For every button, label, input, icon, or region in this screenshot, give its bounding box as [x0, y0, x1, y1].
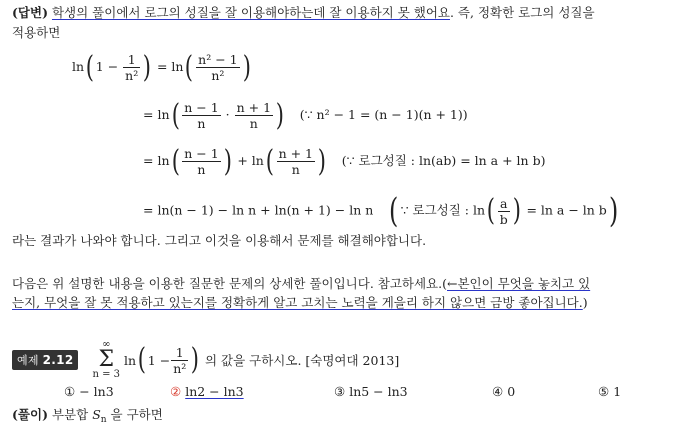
eq1-rhs-fraction [196, 52, 239, 83]
eq1-rhs-num: n² − 1 [198, 52, 238, 67]
answer-intro-line [12, 4, 595, 22]
problem-frac-num: 1 [171, 345, 188, 361]
eq2-num1: n − 1 [184, 100, 219, 115]
eq4-note-post: = ln a − ln b [526, 202, 607, 218]
followup-line2-underlined: 는지, 무엇을 잘 못 적용하고 있는지를 정확하게 알고 고치는 노력을 게을리 하지 않으면 금방 좋아집니다. [12, 295, 583, 310]
sigma-top: ∞ [102, 339, 111, 350]
equation-3: = ln( $\frac{n - 1}{n}$ ) + ln( $\frac{n + 1}{n}$ ) (∵ 로그성질 : ln(ab) = ln a + ln b) [143, 143, 546, 179]
sigma-symbol: Σ [98, 347, 115, 372]
followup-line1-underlined: ←본인이 무엇을 놓치고 있 [447, 276, 591, 291]
eq4-note-pre: ∵ 로그성질 : ln [400, 202, 485, 218]
eq3-den1: n [197, 162, 206, 177]
problem-fraction [171, 345, 188, 376]
eq3-num2: n + 1 [278, 146, 314, 161]
choice-4-text: 0 [507, 384, 516, 399]
choice-2[interactable] [170, 384, 244, 399]
eq2-den2: n [249, 116, 258, 131]
eq4-note-num: a [498, 196, 510, 212]
answer-intro-line2: 적용하면 [12, 25, 61, 40]
eq4-note-fraction [498, 196, 510, 227]
sigma-sum [92, 340, 120, 380]
eq3-note: (∵ 로그성질 : ln(ab) = ln a + ln b) [341, 153, 546, 168]
eq3-num1: n − 1 [184, 146, 219, 161]
sigma-bottom: n = 3 [92, 369, 121, 380]
eq3-den2: n [291, 162, 300, 177]
eq3-eq: = ln [143, 153, 170, 168]
eq1-frac-den: n² [125, 68, 139, 83]
eq1-eq: = ln [156, 59, 184, 74]
answer-intro-rest: . 즉, 정확한 로그의 성질을 [449, 5, 595, 20]
choice-2-mark: ② [170, 384, 182, 399]
problem-row: 예제 2.12 ∞ Σ n = 3 ln ( 1 − $\frac{1}{\text{n²}}$ ) 의 값을 구하시오. [숙명여대 2013] [12, 340, 399, 380]
solution-text-post: 을 구하면 [110, 407, 163, 422]
equation-1: ln( 1 − $\frac{1}{\text{n²}}$ ) = ln( $\frac{\text{n² − 1}}{\text{n²}}$ ) [72, 49, 251, 85]
answer-intro-underlined: 학생의 풀이에서 로그의 성질을 잘 이용해야하는데 잘 이용하지 못 했어요 [51, 5, 450, 20]
followup-line1 [12, 275, 590, 293]
choice-2-text: ln2 − ln3 [185, 384, 244, 399]
choice-5-text: 1 [613, 384, 622, 399]
choice-3-text: ln5 − ln3 [349, 384, 408, 399]
followup-line1-plain: 다음은 위 설명한 내용을 이용한 질문한 문제의 상세한 풀이입니다. 참고하세요.( [12, 276, 447, 291]
solution-n: n [100, 415, 107, 425]
choice-1[interactable] [64, 384, 114, 399]
problem-badge-word: 예제 [17, 354, 39, 367]
eq3-fraction-1 [182, 146, 220, 177]
choice-4-mark: ④ [492, 384, 504, 399]
eq1-rhs-den: n² [211, 68, 225, 83]
eq1-frac-num: 1 [123, 52, 140, 68]
followup-line2-end: ) [582, 295, 588, 310]
solution-label: (풀이) [12, 407, 48, 422]
equation-2: = ln( $\frac{n - 1}{n}$ · $\frac{n + 1}{n}$ ) (∵ n² − 1 = (n − 1)(n + 1)) [143, 97, 468, 133]
eq3-plus: + ln [237, 153, 264, 168]
solution-line [12, 406, 163, 429]
eq4-note-den: b [499, 211, 508, 227]
solution-S: S [92, 407, 101, 422]
eq2-num2: n + 1 [236, 100, 272, 115]
answer-label: (답변) [12, 5, 48, 20]
choice-3-mark: ③ [334, 384, 346, 399]
eq2-dot: · [225, 107, 230, 122]
eq2-note: (∵ n² − 1 = (n − 1)(n + 1)) [299, 107, 468, 122]
problem-badge-number: 2.12 [42, 353, 74, 367]
eq1-ln: ln [72, 59, 85, 74]
choice-5[interactable] [598, 384, 621, 399]
choice-4[interactable] [492, 384, 515, 399]
eq2-eq: = ln [143, 107, 170, 122]
choice-1-mark: ① [64, 384, 76, 399]
problem-frac-den: n² [173, 360, 187, 376]
problem-one: 1 − [147, 352, 171, 368]
eq4-expr: = ln(n − 1) − ln n + ln(n + 1) − ln n [143, 202, 374, 218]
choice-1-text: − ln3 [79, 384, 114, 399]
choice-5-mark: ⑤ [598, 384, 610, 399]
eq2-fraction-1 [182, 100, 220, 131]
eq3-fraction-2 [277, 146, 315, 177]
eq2-fraction-2 [235, 100, 273, 131]
problem-ln: ln [124, 352, 137, 368]
followup-line2 [12, 294, 588, 312]
eq1-one: 1 − [95, 59, 119, 74]
problem-text: 의 값을 구하시오. [숙명여대 2013] [204, 353, 400, 368]
solution-text-pre: 부분합 [51, 407, 89, 422]
choice-3[interactable] [334, 384, 408, 399]
eq2-den1: n [197, 116, 206, 131]
answer-result: 라는 결과가 나와야 합니다. 그리고 이것을 이용해서 문제를 해결해야합니다. [12, 233, 427, 248]
problem-badge [12, 350, 78, 370]
equation-4: = ln(n − 1) − ln n + ln(n + 1) − ln n ( ∵ 로그성질 : ln( $\frac{a}{b}$ ) = ln a − ln b) [143, 191, 619, 231]
eq1-fraction [123, 52, 140, 83]
